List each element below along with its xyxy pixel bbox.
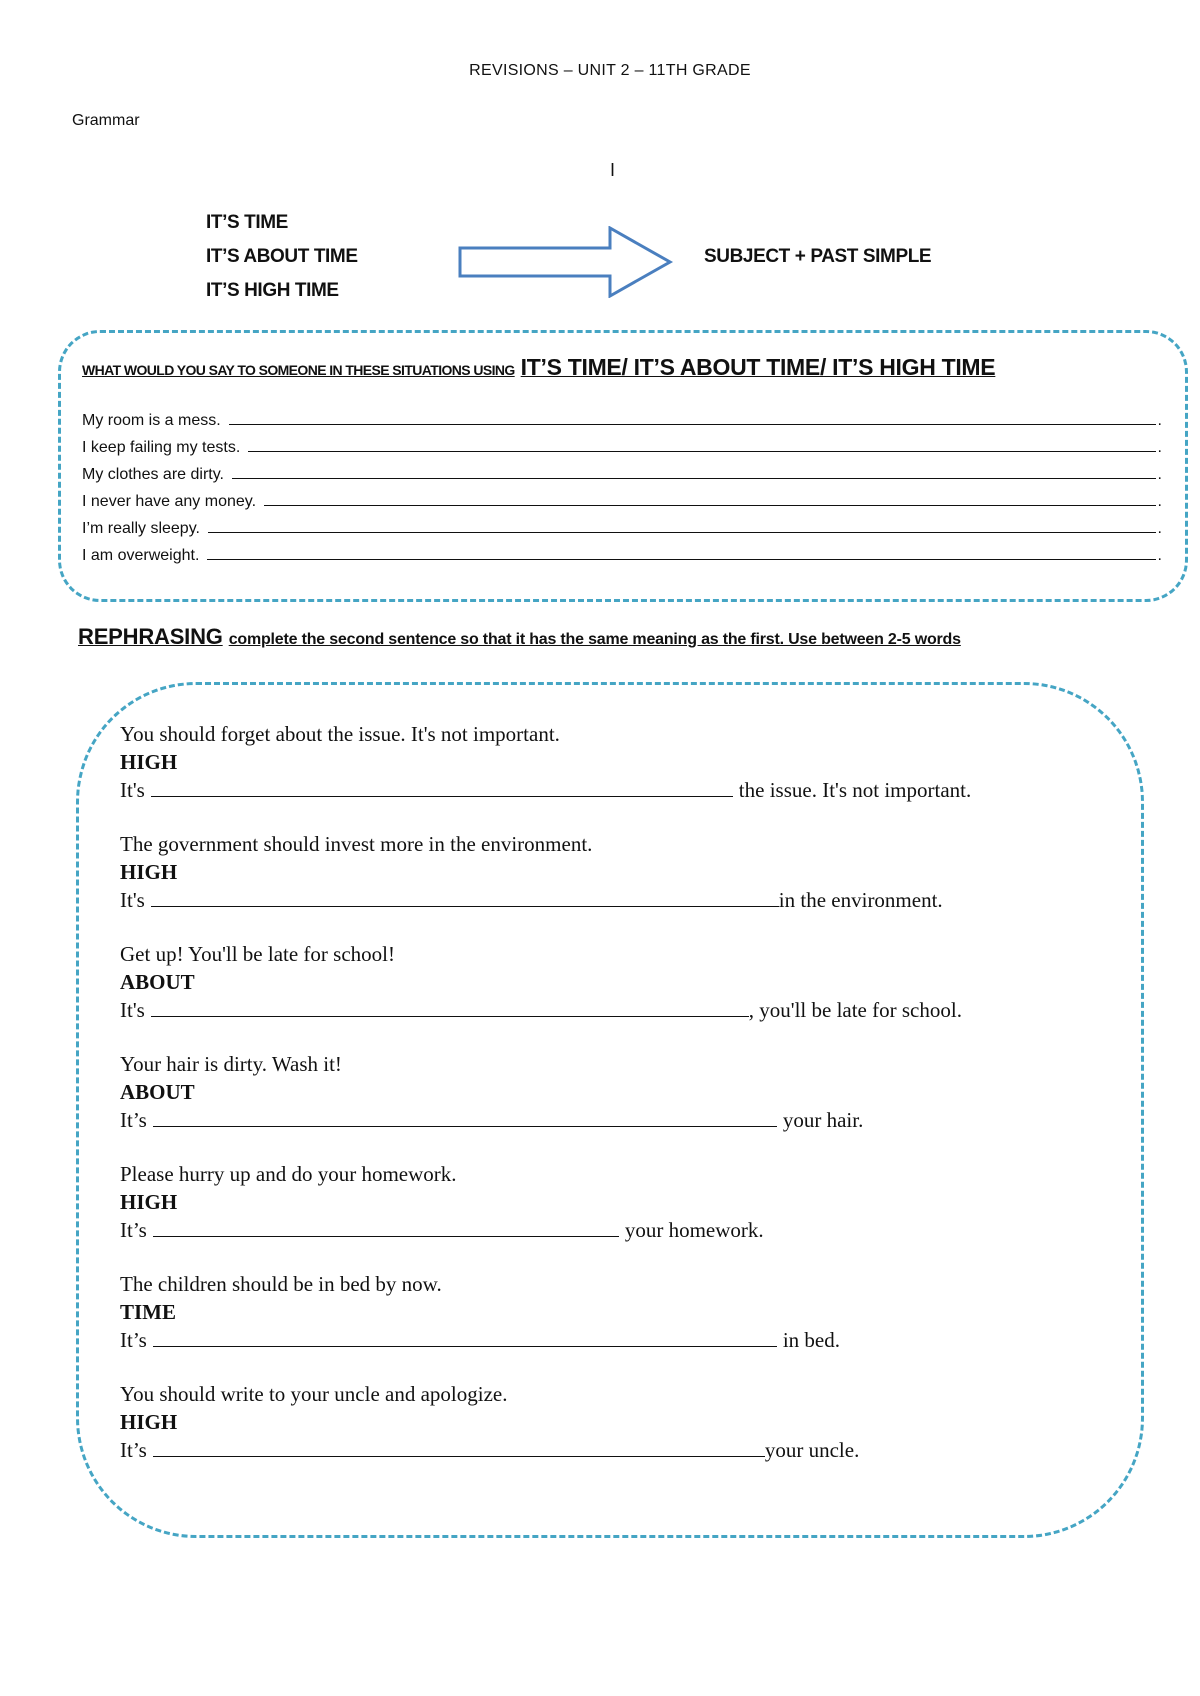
answer-row bbox=[120, 1108, 863, 1133]
source-sentence: Get up! You'll be late for school! bbox=[120, 942, 395, 966]
answer-start: It's bbox=[120, 998, 145, 1022]
answer-end: your hair. bbox=[782, 1108, 864, 1132]
rule-its-time: IT’S TIME bbox=[206, 212, 288, 233]
end-mark: . bbox=[1157, 520, 1162, 537]
answer-row bbox=[120, 998, 962, 1023]
answer-start: It's bbox=[120, 778, 145, 802]
exercise1-instruction-text: WHAT WOULD YOU SAY TO SOMEONE IN THESE SITUATIONS USING bbox=[82, 362, 515, 378]
answer-end: your homework. bbox=[624, 1218, 764, 1242]
keyword: ABOUT bbox=[120, 970, 195, 994]
keyword: HIGH bbox=[120, 750, 178, 774]
answer-blank[interactable] bbox=[153, 1330, 777, 1347]
situation-row bbox=[82, 518, 1162, 538]
situation-text: I am overweight. bbox=[82, 547, 200, 564]
answer-blank[interactable] bbox=[151, 1000, 749, 1017]
answer-blank[interactable] bbox=[151, 890, 779, 907]
answer-end: your uncle. bbox=[764, 1438, 860, 1462]
section-label: Grammar bbox=[72, 112, 140, 129]
keyword: HIGH bbox=[120, 860, 178, 884]
exercise1-instruction-phrases: IT’S TIME/ IT’S ABOUT TIME/ IT’S HIGH TIME bbox=[520, 354, 996, 380]
situation-row bbox=[82, 410, 1162, 430]
answer-row bbox=[120, 1218, 764, 1243]
answer-end: the issue. It's not important. bbox=[738, 778, 972, 802]
rule-its-high-time: IT’S HIGH TIME bbox=[206, 280, 339, 301]
answer-blank[interactable] bbox=[264, 491, 1156, 506]
right-arrow-icon bbox=[458, 226, 674, 298]
exercise2-heading bbox=[78, 624, 961, 650]
situation-text: My clothes are dirty. bbox=[82, 466, 224, 483]
answer-start: It’s bbox=[120, 1218, 147, 1242]
rule-result: SUBJECT + PAST SIMPLE bbox=[704, 246, 932, 267]
source-sentence: The children should be in bed by now. bbox=[120, 1272, 442, 1296]
situation-row bbox=[82, 464, 1162, 484]
keyword: HIGH bbox=[120, 1190, 178, 1214]
answer-start: It’s bbox=[120, 1108, 147, 1132]
answer-start: It’s bbox=[120, 1328, 147, 1352]
answer-blank[interactable] bbox=[153, 1440, 765, 1457]
answer-row bbox=[120, 1438, 859, 1463]
answer-start: It's bbox=[120, 888, 145, 912]
keyword: ABOUT bbox=[120, 1080, 195, 1104]
answer-row bbox=[120, 888, 943, 913]
rule-its-about-time: IT’S ABOUT TIME bbox=[206, 246, 358, 267]
end-mark: . bbox=[1157, 466, 1162, 483]
text-cursor-mark: I bbox=[610, 160, 616, 180]
situation-row bbox=[82, 437, 1162, 457]
end-mark: . bbox=[1157, 547, 1162, 564]
source-sentence: Please hurry up and do your homework. bbox=[120, 1162, 457, 1186]
answer-end: , you'll be late for school. bbox=[748, 998, 962, 1022]
exercise2-title: REPHRASING bbox=[78, 624, 223, 649]
answer-end: in bed. bbox=[782, 1328, 840, 1352]
page-title: REVISIONS – UNIT 2 – 11TH GRADE bbox=[469, 62, 751, 79]
answer-blank[interactable] bbox=[208, 518, 1156, 533]
answer-blank[interactable] bbox=[153, 1110, 777, 1127]
source-sentence: Your hair is dirty. Wash it! bbox=[120, 1052, 342, 1076]
answer-end: in the environment. bbox=[778, 888, 943, 912]
situation-row bbox=[82, 491, 1162, 511]
source-sentence: The government should invest more in the environment. bbox=[120, 832, 593, 856]
answer-blank[interactable] bbox=[229, 410, 1156, 425]
exercise2-instruction: complete the second sentence so that it has the same meaning as the first. Use between 2-5 words bbox=[228, 631, 961, 648]
keyword: TIME bbox=[120, 1300, 177, 1324]
answer-row bbox=[120, 1328, 840, 1353]
situation-text: I never have any money. bbox=[82, 493, 257, 510]
end-mark: . bbox=[1157, 493, 1162, 510]
end-mark: . bbox=[1157, 412, 1162, 429]
source-sentence: You should write to your uncle and apologize. bbox=[120, 1382, 508, 1406]
answer-start: It’s bbox=[120, 1438, 147, 1462]
situation-text: I’m really sleepy. bbox=[82, 520, 200, 537]
answer-blank[interactable] bbox=[153, 1220, 619, 1237]
exercise1-instruction bbox=[82, 354, 995, 381]
end-mark: . bbox=[1157, 439, 1162, 456]
answer-blank[interactable] bbox=[232, 464, 1156, 479]
answer-blank[interactable] bbox=[151, 780, 733, 797]
keyword: HIGH bbox=[120, 1410, 178, 1434]
source-sentence: You should forget about the issue. It's not important. bbox=[120, 722, 560, 746]
situation-row bbox=[82, 545, 1162, 565]
situation-text: I keep failing my tests. bbox=[82, 439, 241, 456]
situation-text: My room is a mess. bbox=[82, 412, 221, 429]
answer-row bbox=[120, 778, 971, 803]
answer-blank[interactable] bbox=[248, 437, 1155, 452]
answer-blank[interactable] bbox=[207, 545, 1155, 560]
